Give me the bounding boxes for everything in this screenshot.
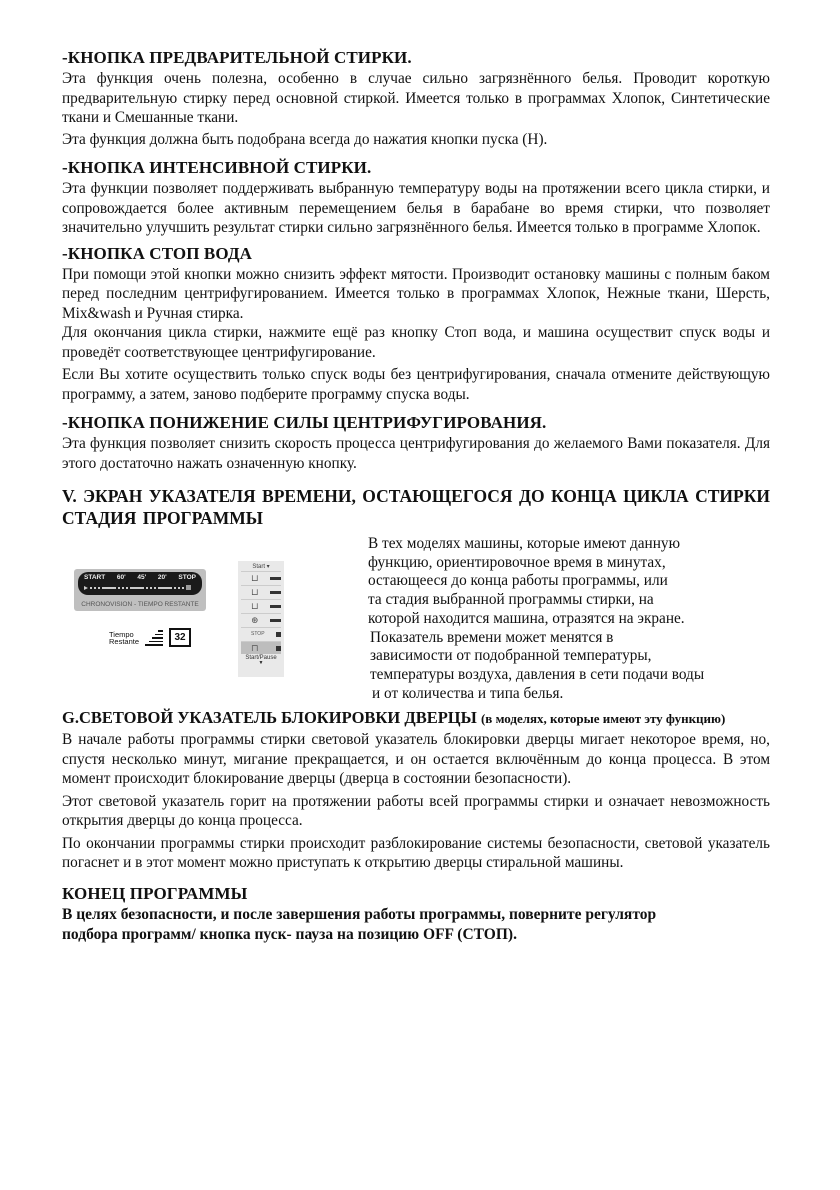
section-stop-water: [62, 243, 770, 405]
prewash-icon: ⊔: [251, 572, 259, 583]
paragraph: Для окончания цикла стирки, нажмите ещё раз кнопку Стоп вода, и машина осуществит спуск воды и проведёт соответствующее центрифугирование.: [62, 324, 770, 361]
panel-row-stop: [241, 627, 281, 640]
section-title: КОНЕЦ ПРОГРАММЫ: [62, 883, 248, 903]
progress-indicator: [84, 585, 196, 590]
text-line: В тех моделях машины, которые имеют данную: [368, 535, 681, 552]
panel-start-label: Start ▾: [252, 564, 270, 570]
paragraph-line: В целях безопасности, и после завершения работы программы, поверните регулятор: [62, 905, 657, 923]
label-45: 45': [137, 574, 147, 581]
arrow-down-icon: ▼: [258, 661, 264, 666]
paragraph: Эта функции позволяет поддерживать выбранную температуру воды на протяжении всего цикла стирки, и сопровождается более активным перемещением белья в барабане во время стирки, что позволяет значительно улучшить результат стирки сильно загрязнённого белья. Имеется только в программе Хлопок.: [62, 180, 770, 236]
section-title: G.СВЕТОВОЙ УКАЗАТЕЛЬ БЛОКИРОВКИ ДВЕРЦЫ (в моделях, которые имеют эту функцию): [62, 708, 726, 727]
panel-row-spin: [241, 613, 281, 626]
figure-illustrations: [62, 535, 362, 703]
time-remaining-value: 32: [169, 628, 191, 647]
section-door-lock: [62, 707, 770, 873]
section-spin-reduce: [62, 412, 770, 473]
time-remaining-label: Tiempo Restante: [109, 629, 140, 646]
section-title: -КНОПКА ПРЕДВАРИТЕЛЬНОЙ СТИРКИ.: [62, 48, 412, 67]
text-line: та стадия выбранной программы стирки, на: [368, 591, 654, 609]
section-end-program: [62, 883, 770, 945]
text-line: температуры воздуха, давления в сети подачи воды: [370, 665, 705, 683]
time-remaining-display: [109, 628, 191, 647]
text-line: Показатель времени может менятся в: [370, 628, 614, 646]
paragraph: В начале работы программы стирки световой указатель блокировки дверцы мигает некоторое время, но, спустя несколько минут, мигание прекращается, и он остается включённым до конца процесса. В этом момент происходит блокирование дверцы (дверца в состоянии безопасности).: [62, 731, 770, 787]
chronovision-screen: [78, 572, 202, 595]
label-start: START: [84, 574, 106, 581]
paragraph: Если Вы хотите осуществить только спуск воды без центрифугирования, сначала отмените действующую программу, а затем, заново подберите программу спуска воды.: [62, 366, 770, 403]
section-title-note: (в моделях, которые имеют эту функцию): [480, 711, 726, 726]
chronovision-labels: [84, 574, 196, 581]
panel-row-wash: [241, 585, 281, 598]
chronovision-display: [74, 569, 206, 611]
section-title: -КНОПКА СТОП ВОДА: [62, 243, 252, 263]
chronovision-caption: CHRONOVISION - TIEMPO RESTANTE: [81, 601, 199, 608]
lock-icon: ⊓: [251, 642, 259, 653]
paragraph: По окончании программы стирки происходит разблокирование системы безопасности, световой указатель погаснет и в этот момент можно приступать к открытию дверцы стиральной машины.: [62, 834, 770, 871]
level-bars-icon: [145, 630, 163, 646]
panel-row-rinse: [241, 599, 281, 612]
panel-row-lock: [241, 641, 281, 654]
paragraph: Эта функция должна быть подобрана всегда до нажатия кнопки пуска (Н).: [62, 130, 548, 148]
text-line: которой находится машина, отразятся на экране.: [368, 609, 685, 627]
stop-square-icon: [186, 585, 191, 590]
text-line: остающееся до конца работы программы, или: [368, 572, 668, 590]
paragraph-line: подбора программ/ кнопка пуск- пауза на позицию OFF (СТОП).: [62, 925, 517, 943]
label-stop: STOP: [178, 574, 196, 581]
panel-row-prewash: [241, 571, 281, 584]
section-title: -КНОПКА ИНТЕНСИВНОЙ СТИРКИ.: [62, 158, 372, 177]
wash-icon: ⊔: [251, 586, 259, 597]
section-title: -КНОПКА ПОНИЖЕНИЕ СИЛЫ ЦЕНТРИФУГИРОВАНИЯ.: [62, 413, 547, 432]
figure-row: [62, 535, 770, 703]
panel-start-pause-label: Start/Pause: [245, 655, 277, 661]
paragraph: Этот световой указатель горит на протяжении работы всей программы стирки и означает невозможность открытия дверцы до конца процесса.: [62, 792, 770, 829]
paragraph: Эта функция позволяет снизить скорость процесса центрифугирования до желаемого Вами показателя. Для этого достаточно нажать означенную кнопку.: [62, 435, 770, 472]
section-time-display: [62, 485, 770, 703]
section-title: V. ЭКРАН УКАЗАТЕЛЯ ВРЕМЕНИ, ОСТАЮЩЕГОСЯ ДО КОНЦА ЦИКЛА СТИРКИ СТАДИЯ ПРОГРАММЫ: [62, 486, 770, 528]
stop-label: STOP: [251, 631, 265, 637]
section-prewash: [62, 47, 770, 149]
stage-panel: [238, 561, 284, 677]
play-icon: [84, 586, 88, 590]
rinse-icon: ⊔: [251, 600, 259, 611]
text-line: зависимости от подобранной температуры,: [370, 647, 652, 665]
text-line: функцию, ориентировочное время в минутах,: [368, 553, 666, 571]
section-intensive: [62, 157, 770, 238]
text-line: и от количества и типа белья.: [372, 684, 564, 702]
time-display-description: [368, 535, 772, 703]
spin-icon: ⊛: [251, 614, 259, 625]
label-20: 20': [157, 574, 167, 581]
label-60: 60': [116, 574, 126, 581]
paragraph: При помощи этой кнопки можно снизить эффект мятости. Производит остановку машины с полным баком перед последним центрифугированием. Имеется только в программах Хлопок, Нежные ткани, Шерсть, Mix&wash и Ручная стирка.: [62, 265, 770, 322]
document-page: [62, 47, 770, 945]
paragraph: Эта функция очень полезна, особенно в случае сильно загрязнённого белья. Проводит короткую предварительную стирку перед основной стиркой. Имеется только в программах Хлопок, Синтетические ткани и Смешанные ткани.: [62, 70, 770, 126]
